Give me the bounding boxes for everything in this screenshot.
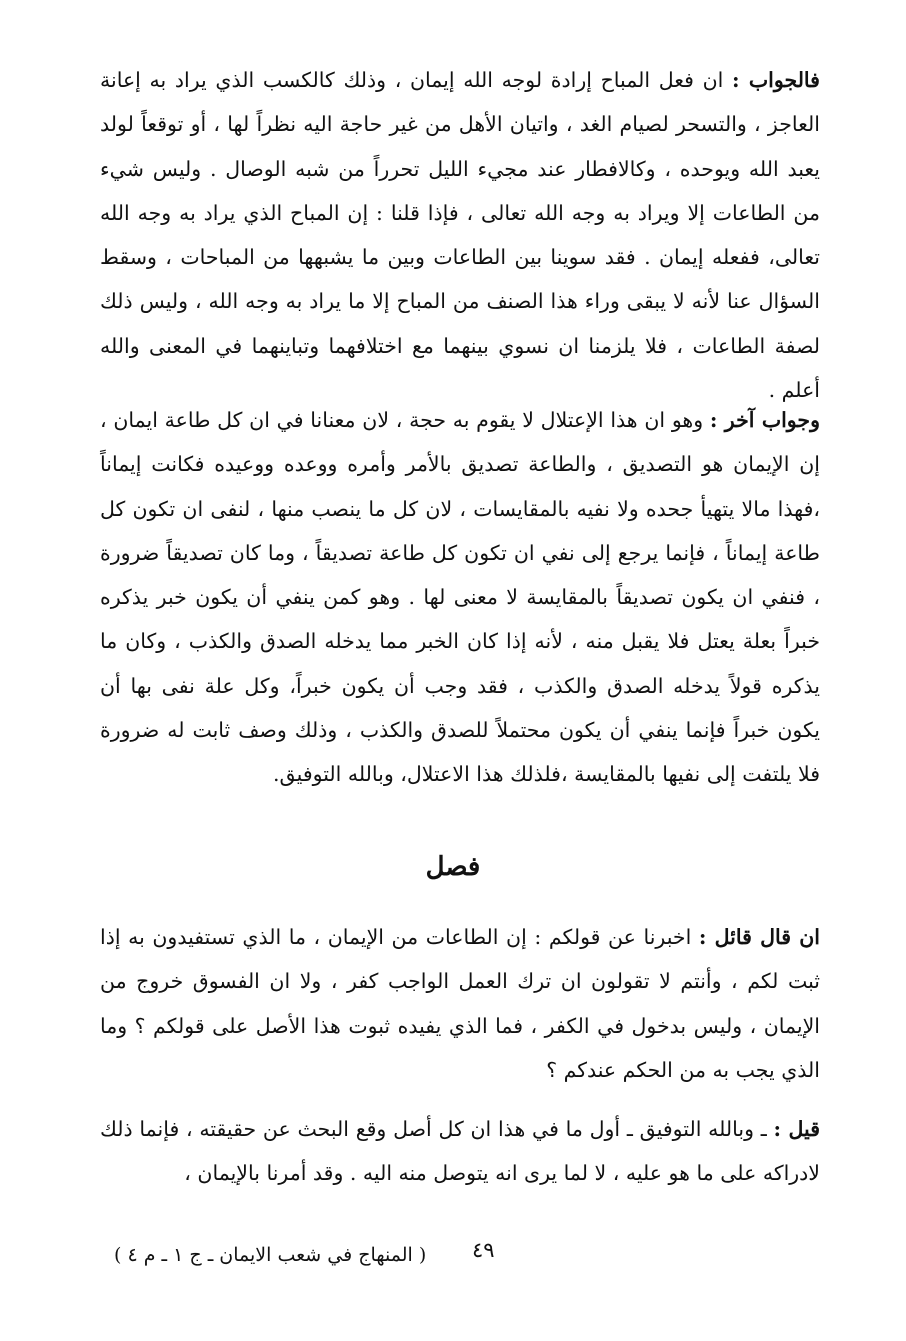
paragraph-answer <box>100 58 820 412</box>
paragraph-lead: قيل : <box>773 1117 820 1141</box>
paragraph-text: اخبرنا عن قولكم : إن الطاعات من الإيمان ، ما الذي تستفيدون به إذا ثبت لكم ، وأنتم لا تقولون ان ترك العمل الواجب كفر ، ولا ان الفسوق خروج من الإيمان ، وليس بدخول في الكفر ، فما الذي يفيده ثبوت هذا الأصل على قولكم ؟ وما الذي يجب به من الحكم عندكم ؟ <box>100 925 820 1082</box>
page-number: ٤٩ <box>472 1238 495 1262</box>
paragraph-lead: فالجواب : <box>732 68 820 92</box>
paragraph-lead: ان قال قائل : <box>698 925 820 949</box>
paragraph-text: وهو ان هذا الإعتلال لا يقوم به حجة ، لان معنانا في ان كل طاعة ايمان ، إن الإيمان هو التصديق ، والطاعة تصديق بالأمر وأمره ووعده ووعيده فكانت إيماناً ،فهذا مالا يتهيأ جحده ولا نفيه بالمقايسات ، لان كل ما ينصب منها ، لنفى ان تكون كل طاعة إيماناً ، فإنما يرجع إلى نفي ان تكون كل طاعة تصديقاً ، وما كان تصديقاً ضرورة ، فنفي ان يكون تصديقاً بالمقايسة لا معنى لها . وهو كمن ينفي أن يكون خبر يذكره خبراً بعلة يعتل فلا يقبل منه ، لأنه إذا كان الخبر مما يدخله الصدق والكذب ، وكان ما يذكره قولاً يدخله الصدق والكذب ، فقد وجب أن يكون خبراً، وكل علة نفى بها أن يكون خبراً فإنما ينفي أن يكون محتملاً للصدق والكذب ، وذلك وصف ثابت له ضرورة فلا يلتفت إلى نفيها بالمقايسة ،فلذلك هذا الاعتلال، وبالله التوفيق. <box>100 408 820 787</box>
paragraph-lead: وجواب آخر : <box>709 408 820 432</box>
paragraph-text: ـ وبالله التوفيق ـ أول ما في هذا ان كل أصل وقع البحث عن حقيقته ، فإنما ذلك لادراكه على ما هو عليه ، لا لما يرى انه يتوصل منه اليه . وقد أمرنا بالإيمان ، <box>100 1117 820 1186</box>
section-heading: فصل <box>425 852 481 882</box>
paragraph-reply <box>100 1107 820 1196</box>
page-footer <box>100 1238 820 1278</box>
footer-reference: ( المنهاج في شعب الايمان ـ ج ١ ـ م ٤ ) <box>114 1244 427 1266</box>
paragraph-another-answer <box>100 398 820 797</box>
paragraph-question <box>100 915 820 1092</box>
paragraph-text: ان فعل المباح إرادة لوجه الله إيمان ، وذلك كالكسب الذي يراد به إعانة العاجز ، والتسحر لصيام الغد ، واتيان الأهل من غير حاجة اليه نظراً لها ، أو توقعاً لولد يعبد الله ويوحده ، وكالافطار عند مجيء الليل تحرراً من شبه الوصال . وليس شيء من الطاعات إلا ويراد به وجه الله تعالى ، فإذا قلنا : إن المباح الذي يراد به وجه الله تعالى، ففعله إيمان . فقد سوينا بين الطاعات وبين ما يشبهها من المباحات ، وسقط السؤال عنا لأنه لا يبقى وراء هذا الصنف من المباح إلا ما يراد به وجه الله ، وليس ذلك لصفة الطاعات ، فلا يلزمنا ان نسوي بينهما مع اختلافهما وتباينهما في المعنى والله أعلم . <box>100 68 820 403</box>
